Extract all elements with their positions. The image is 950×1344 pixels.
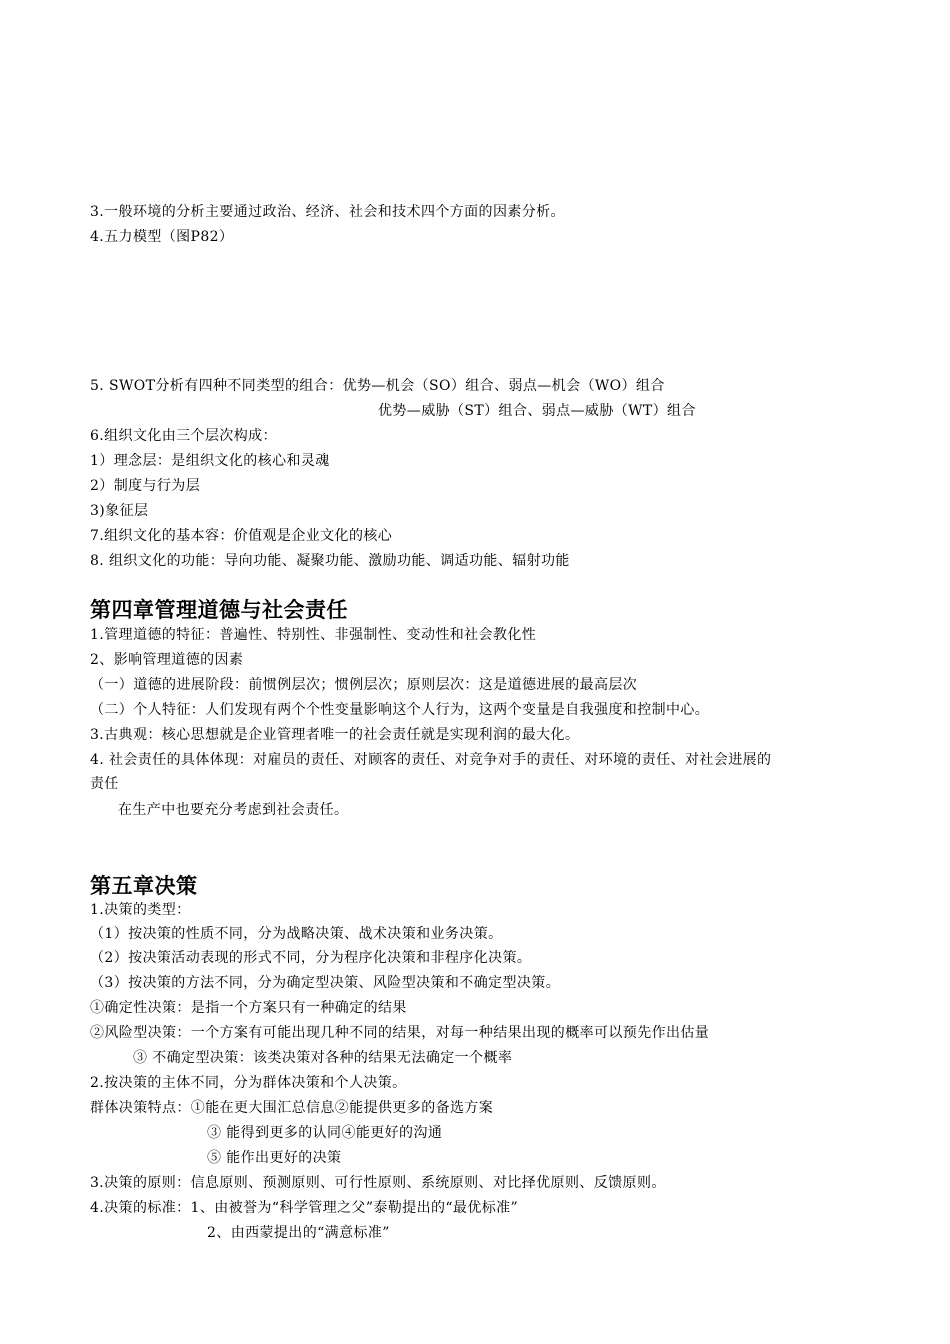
text-line: （二）个人特征：人们发现有两个个性变量影响这个人行为，这两个变量是自我强度和控制中心。 <box>90 702 710 718</box>
text-line: 3.一般环境的分析主要通过政治、经济、社会和技术四个方面的因素分析。 <box>90 204 565 220</box>
text-line: （3）按决策的方法不同，分为确定型决策、风险型决策和不确定型决策。 <box>90 975 561 991</box>
text-line: 7.组织文化的基本容：价值观是企业文化的核心 <box>90 528 393 544</box>
text-line: 2.按决策的主体不同，分为群体决策和个人决策。 <box>90 1075 407 1091</box>
text-line: 在生产中也要充分考虑到社会责任。 <box>118 802 349 818</box>
text-line: 3)象征层 <box>90 503 149 519</box>
text-line: 2、影响管理道德的因素 <box>90 652 244 668</box>
text-line: （一）道德的进展阶段：前惯例层次；惯例层次；原则层次：这是道德进展的最高层次 <box>90 677 638 693</box>
text-line: 1）理念层：是组织文化的核心和灵魂 <box>90 453 330 469</box>
text-line: ①确定性决策：是指一个方案只有一种确定的结果 <box>90 1000 407 1016</box>
text-line: 6.组织文化由三个层次构成： <box>90 428 277 444</box>
text-line: 5. SWOT分析有四种不同类型的组合：优势—机会（SO）组合、弱点—机会（WO）组合 <box>90 378 665 394</box>
text-line: 4. 社会责任的具体体现：对雇员的责任、对顾客的责任、对竞争对手的责任、对环境的责任、对社会进展的 <box>90 752 772 768</box>
text-line: 3.古典观：核心思想就是企业管理者唯一的社会责任就是实现利润的最大化。 <box>90 727 580 743</box>
chapter-title: 第五章决策 <box>90 874 198 898</box>
text-line: 4.五力模型（图P82） <box>90 229 234 245</box>
text-line: ⑤ 能作出更好的决策 <box>207 1150 342 1166</box>
text-line: 责任 <box>90 776 119 792</box>
text-line: 3.决策的原则：信息原则、预测原则、可行性原则、系统原则、对比择优原则、反馈原则。 <box>90 1175 666 1191</box>
text-line: ③ 能得到更多的认同④能更好的沟通 <box>207 1125 443 1141</box>
text-line: 群体决策特点：①能在更大围汇总信息②能提供更多的备选方案 <box>90 1100 494 1116</box>
text-line: 8. 组织文化的功能：导向功能、凝聚功能、激励功能、调适功能、辐射功能 <box>90 553 570 569</box>
text-line: （2）按决策活动表现的形式不同，分为程序化决策和非程序化决策。 <box>90 950 532 966</box>
text-line: （1）按决策的性质不同，分为战略决策、战术决策和业务决策。 <box>90 926 503 942</box>
text-line: 4.决策的标准：1、由被誉为“科学管理之父”泰勒提出的“最优标准” <box>90 1200 519 1216</box>
text-line: 2）制度与行为层 <box>90 478 201 494</box>
text-line: 优势—威胁（ST）组合、弱点—威胁（WT）组合 <box>378 403 696 419</box>
text-line: 2、由西蒙提出的“满意标准” <box>207 1225 390 1241</box>
text-line: 1.决策的类型： <box>90 902 191 918</box>
text-line: ③ 不确定型决策：该类决策对各种的结果无法确定一个概率 <box>133 1050 513 1066</box>
text-line: 1.管理道德的特征：普遍性、特别性、非强制性、变动性和社会教化性 <box>90 627 537 643</box>
text-line: ②风险型决策：一个方案有可能出现几种不同的结果，对每一种结果出现的概率可以预先作出估量 <box>90 1025 710 1041</box>
chapter-title: 第四章管理道德与社会责任 <box>90 598 348 622</box>
